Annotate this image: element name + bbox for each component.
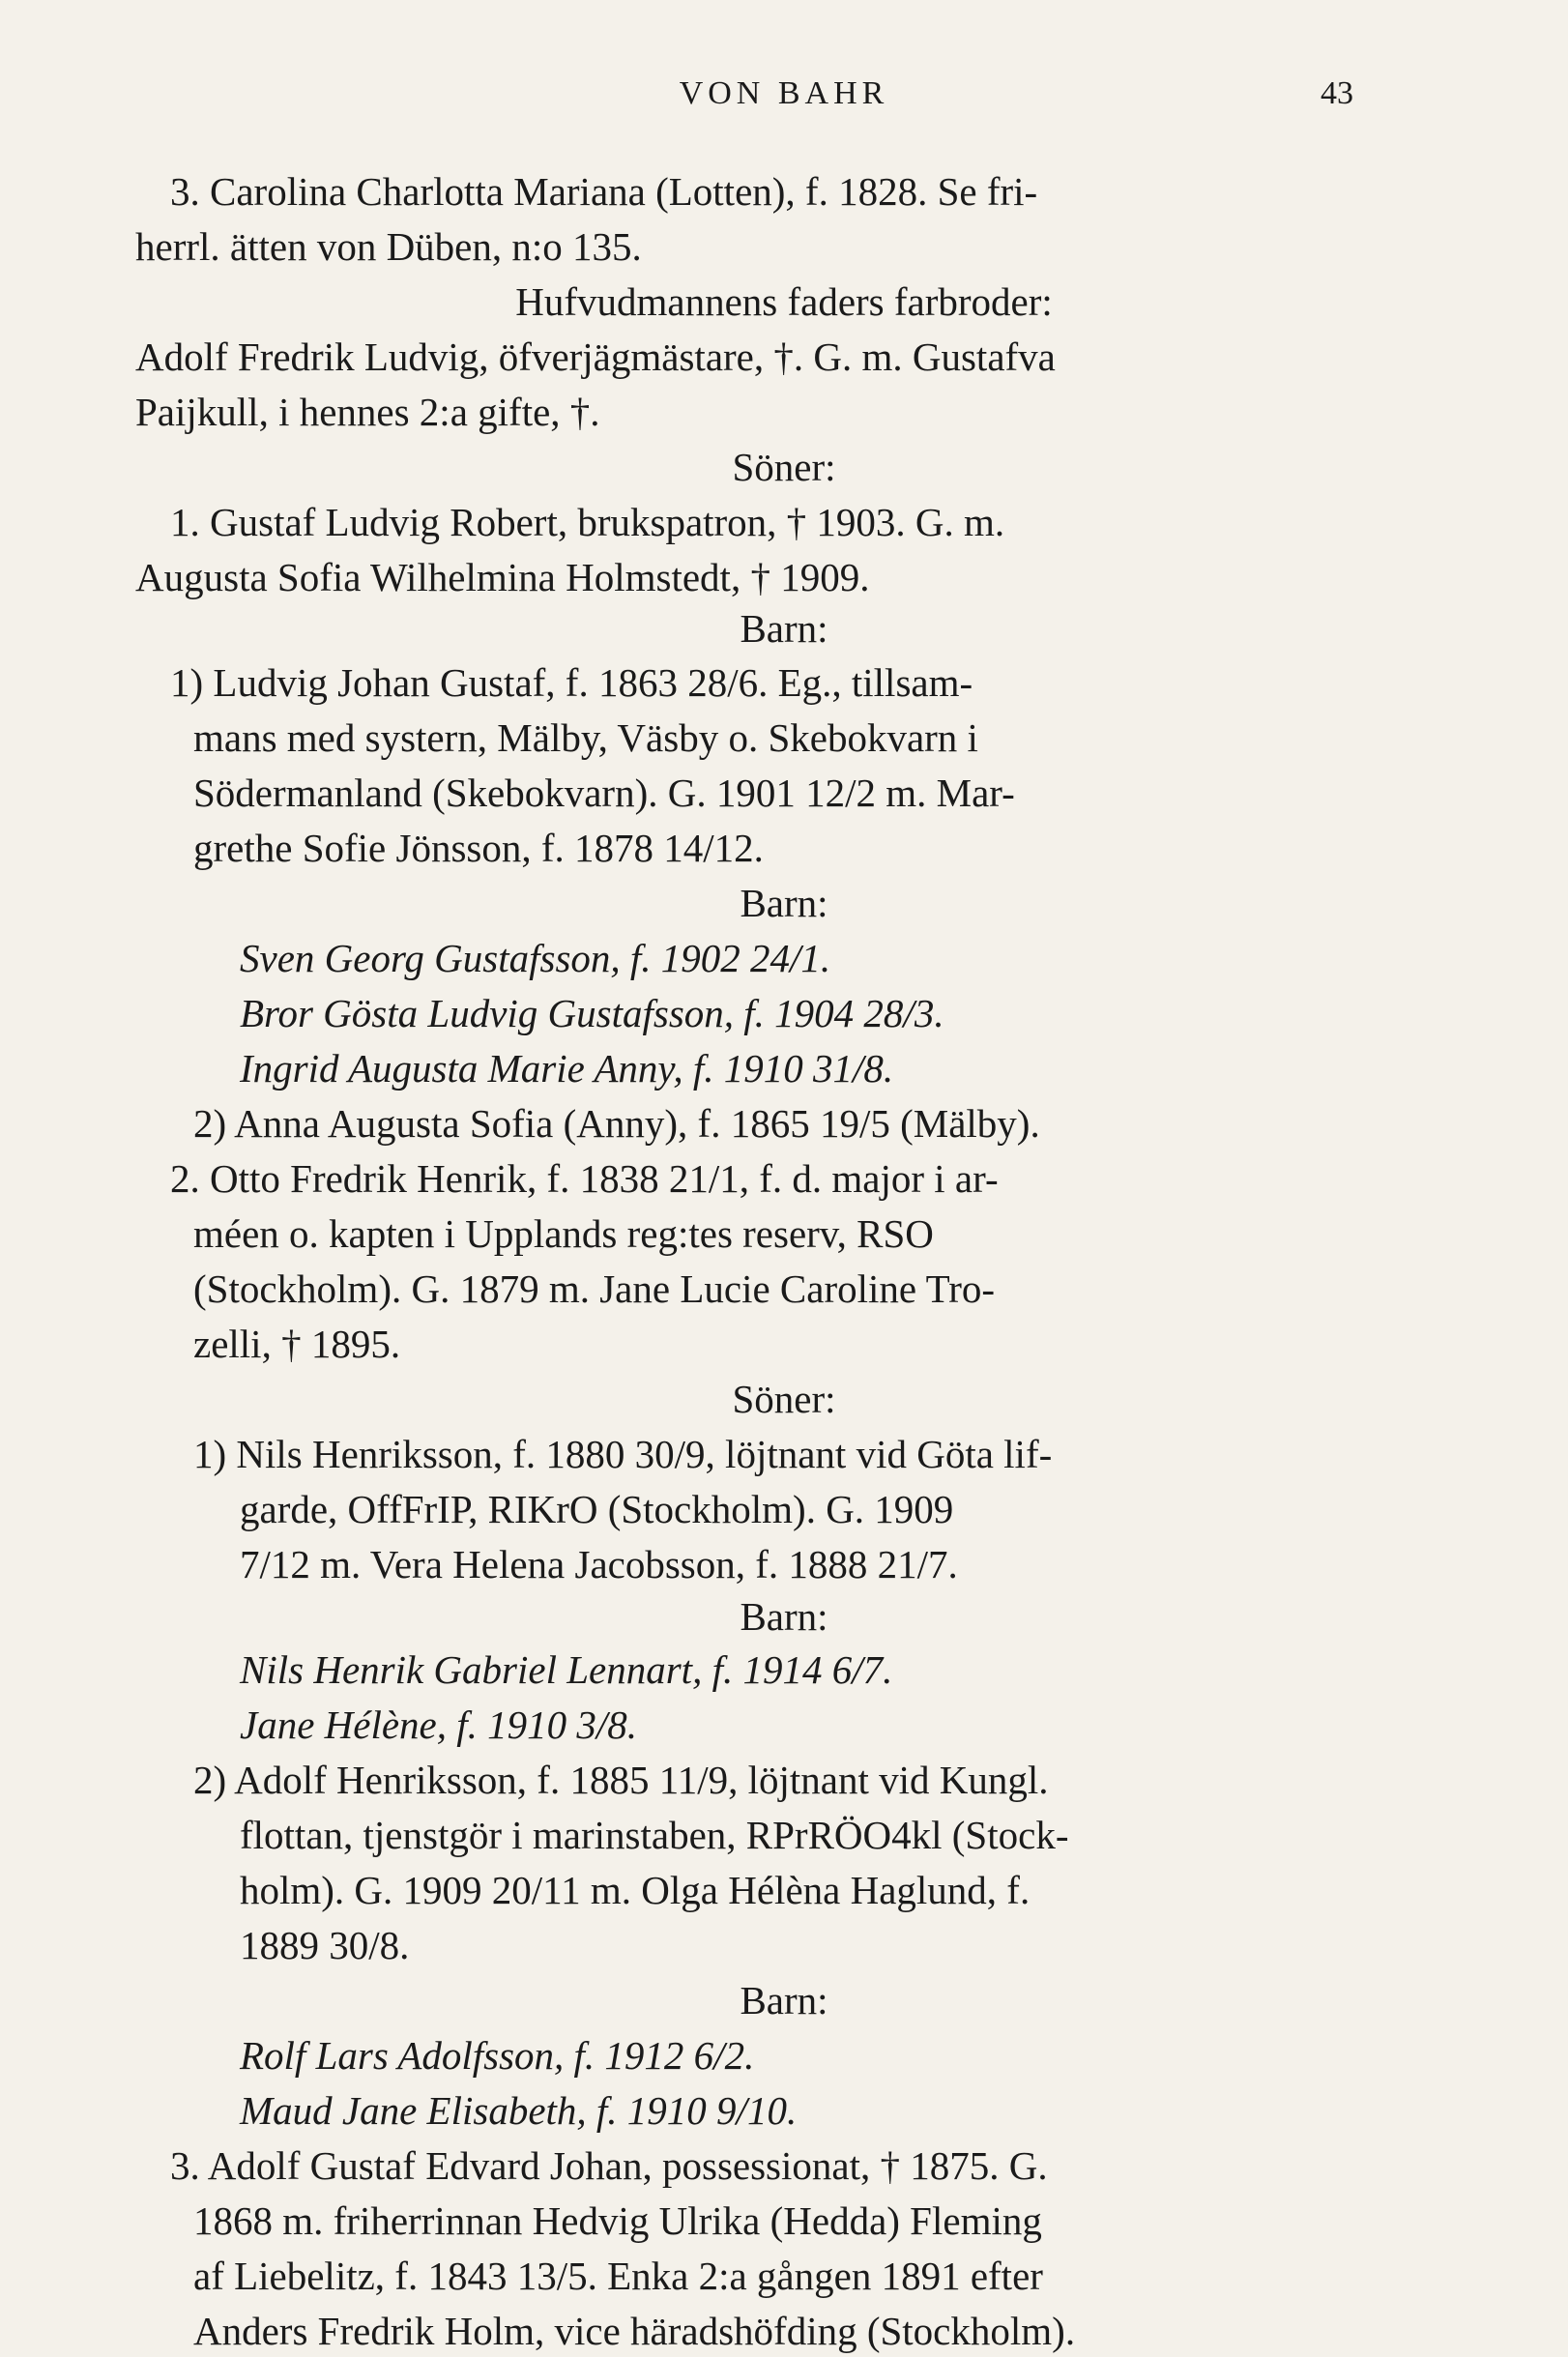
text-line: garde, OffFrIP, RIKrO (Stockholm). G. 1909: [240, 1487, 954, 1531]
section-heading: Barn:: [740, 606, 828, 651]
text-line: 2) Anna Augusta Sofia (Anny), f. 1865 19/5 (Mälby).: [193, 1101, 1040, 1146]
text-line: Augusta Sofia Wilhelmina Holmstedt, † 1909.: [135, 555, 870, 599]
section-heading: Barn:: [740, 881, 828, 925]
section-heading: Söner:: [732, 445, 836, 489]
text-line: Maud Jane Elisabeth, f. 1910 9/10.: [240, 2088, 798, 2133]
text-line: af Liebelitz, f. 1843 13/5. Enka 2:a gången 1891 efter: [193, 2254, 1043, 2298]
text-line: 1. Gustaf Ludvig Robert, brukspatron, † 1903. G. m.: [170, 500, 1005, 544]
text-line: (Stockholm). G. 1879 m. Jane Lucie Caroline Tro-: [193, 1266, 996, 1311]
text-line: Ingrid Augusta Marie Anny, f. 1910 31/8.: [240, 1046, 894, 1091]
text-line: 2. Otto Fredrik Henrik, f. 1838 21/1, f. d. major i ar-: [170, 1156, 999, 1201]
text-line: 3. Carolina Charlotta Mariana (Lotten), f. 1828. Se fri-: [170, 169, 1038, 214]
text-line: Paijkull, i hennes 2:a gifte, †.: [135, 390, 600, 434]
section-heading: Barn:: [740, 1978, 828, 2022]
text-line: Södermanland (Skebokvarn). G. 1901 12/2 m. Mar-: [193, 771, 1015, 815]
text-line: grethe Sofie Jönsson, f. 1878 14/12.: [193, 826, 764, 870]
text-line: Anders Fredrik Holm, vice häradshöfding (Stockholm).: [193, 2309, 1076, 2353]
text-line: holm). G. 1909 20/11 m. Olga Hélèna Haglund, f.: [240, 1868, 1031, 1912]
section-heading: Hufvudmannens faders farbroder:: [515, 279, 1053, 324]
text-line: herrl. ätten von Düben, n:o 135.: [135, 224, 642, 269]
section-heading: Barn:: [740, 1594, 828, 1639]
text-line: mans med systern, Mälby, Väsby o. Skebokvarn i: [193, 715, 978, 760]
text-line: 1868 m. friherrinnan Hedvig Ulrika (Hedda) Fleming: [193, 2198, 1042, 2243]
text-line: Jane Hélène, f. 1910 3/8.: [240, 1702, 638, 1747]
text-line: Nils Henrik Gabriel Lennart, f. 1914 6/7.: [240, 1647, 893, 1692]
text-line: 1) Nils Henriksson, f. 1880 30/9, löjtnant vid Göta lif-: [193, 1432, 1053, 1476]
text-line: zelli, † 1895.: [193, 1322, 401, 1366]
text-line: 1889 30/8.: [240, 1923, 410, 1967]
text-line: méen o. kapten i Upplands reg:tes reserv, RSO: [193, 1211, 934, 1256]
text-line: Rolf Lars Adolfsson, f. 1912 6/2.: [240, 2033, 755, 2078]
page-number: 43: [1321, 75, 1353, 111]
text-line: 3. Adolf Gustaf Edvard Johan, possessionat, † 1875. G.: [170, 2143, 1048, 2188]
text-line: 2) Adolf Henriksson, f. 1885 11/9, löjtnant vid Kungl.: [193, 1758, 1049, 1802]
running-head: VON BAHR: [679, 75, 889, 111]
section-heading: Söner:: [732, 1377, 836, 1421]
text-line: Sven Georg Gustafsson, f. 1902 24/1.: [240, 936, 831, 980]
text-line: 1) Ludvig Johan Gustaf, f. 1863 28/6. Eg., tillsam-: [170, 660, 973, 705]
text-line: Adolf Fredrik Ludvig, öfverjägmästare, †. G. m. Gustafva: [135, 335, 1056, 379]
text-line: Bror Gösta Ludvig Gustafsson, f. 1904 28/3.: [240, 991, 944, 1035]
text-line: 7/12 m. Vera Helena Jacobsson, f. 1888 21/7.: [240, 1542, 958, 1586]
page-header: [0, 75, 1568, 133]
text-line: flottan, tjenstgör i marinstaben, RPrRÖO4kl (Stock-: [240, 1813, 1069, 1857]
